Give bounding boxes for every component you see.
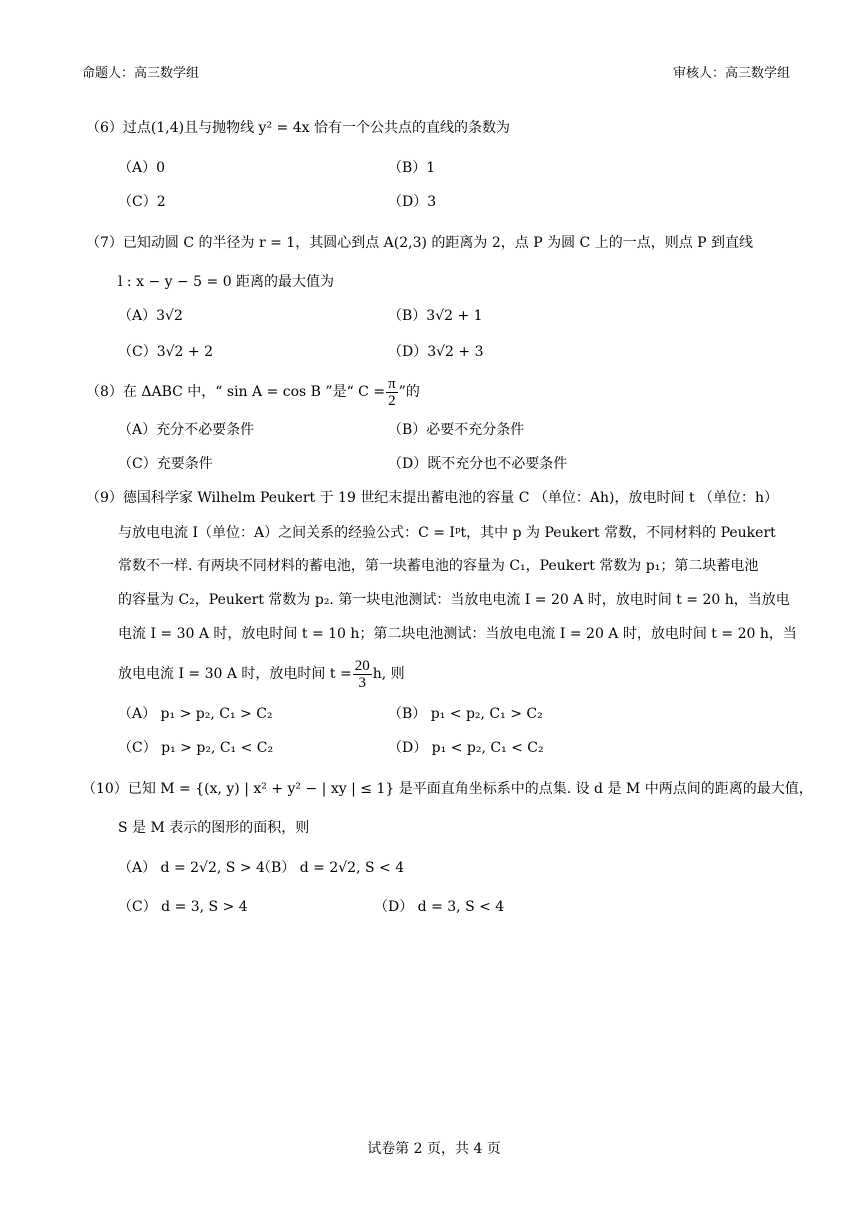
q9-line6	[118, 656, 405, 692]
q9-option-c: （C） p₁ > p₂, C₁ < C₂	[118, 740, 274, 756]
q8-frac-num: π	[388, 375, 396, 392]
q9-line3: 常数不一样. 有两块不同材料的蓄电池，第一块蓄电池的容量为 C₁，Peukert 常数为 p₁；第二块蓄电池	[118, 558, 759, 574]
q7-option-c: （C）3√2 + 2	[118, 344, 213, 360]
q9-option-a: （A） p₁ > p₂, C₁ > C₂	[118, 706, 273, 722]
q8-stem-b: ”的	[398, 384, 420, 400]
header-right: 审核人：高三数学组	[672, 66, 790, 81]
q10-stem-line2: S 是 M 表示的图形的面积，则	[118, 820, 310, 836]
q9-option-d: （D） p₁ < p₂, C₁ < C₂	[388, 740, 544, 756]
q9-frac-den: 3	[358, 674, 366, 691]
q10-option-d: （D） d = 3, S < 4	[374, 899, 505, 915]
q9-line1: （9）德国科学家 Wilhelm Peukert 于 19 世纪末提出蓄电池的容量 C （单位：Ah)，放电时间 t （单位：h）	[86, 490, 779, 506]
q9-line4: 的容量为 C₂，Peukert 常数为 p₂. 第一块电池测试：当放电电流 I = 20 A 时，放电时间 t = 20 h，当放电	[118, 592, 790, 608]
q8-option-d: （D）既不充分也不必要条件	[388, 456, 568, 472]
q6-stem: （6）过点(1,4)且与抛物线 y² = 4x 恰有一个公共点的直线的条数为	[86, 120, 510, 136]
q7-stem-line1: （7）已知动圆 C 的半径为 r = 1，其圆心到点 A(2,3) 的距离为 2，点 P 为圆 C 上的一点，则点 P 到直线	[86, 235, 754, 251]
q9-line5: 电流 I = 30 A 时，放电时间 t = 10 h；第二块电池测试：当放电电流 I = 20 A 时，放电时间 t = 20 h，当	[118, 626, 797, 642]
q6-option-d: （D）3	[388, 194, 437, 210]
q10-option-b: （B） d = 2√2, S < 4	[257, 860, 405, 876]
q8-option-b: （B）必要不充分条件	[388, 422, 525, 438]
q8-option-c: （C）充要条件	[118, 456, 213, 472]
q6-option-a: （A）0	[118, 160, 166, 176]
q7-option-a: （A）3√2	[118, 308, 183, 324]
q10-stem-line1: （10）已知 M = {(x, y) | x² + y² − | xy | ≤ 1} 是平面直角坐标系中的点集. 设 d 是 M 中两点间的距离的最大值，	[82, 781, 813, 797]
q9-line2: 与放电电流 I（单位：A）之间关系的经验公式：C = Iᵖt，其中 p 为 Peukert 常数，不同材料的 Peukert	[118, 525, 776, 541]
q6-option-c: （C）2	[118, 194, 166, 210]
q7-stem-line2: l : x − y − 5 = 0 距离的最大值为	[118, 274, 335, 290]
q9-frac-num: 20	[354, 657, 370, 674]
q8-frac-den: 2	[388, 392, 396, 409]
q9-last-b: h, 则	[372, 666, 405, 682]
q9-fraction	[353, 658, 372, 691]
q9-last-a: 放电电流 I = 30 A 时，放电时间 t =	[118, 666, 352, 682]
page-footer: 试卷第 2 页，共 4 页	[367, 1141, 501, 1157]
q9-option-b: （B） p₁ < p₂, C₁ > C₂	[388, 706, 543, 722]
q8-fraction	[386, 376, 398, 409]
q8-stem	[86, 374, 420, 410]
q8-option-a: （A）充分不必要条件	[118, 422, 255, 438]
q8-stem-a: （8）在 ΔABC 中，“ sin A = cos B ”是“ C =	[86, 384, 386, 400]
q7-option-d: （D）3√2 + 3	[388, 344, 484, 360]
q10-option-a: （A） d = 2√2, S > 4	[118, 860, 265, 876]
q7-option-b: （B）3√2 + 1	[388, 308, 483, 324]
q6-option-b: （B）1	[388, 160, 436, 176]
q10-option-c: （C） d = 3, S > 4	[118, 899, 248, 915]
header-left: 命题人：高三数学组	[82, 66, 200, 81]
